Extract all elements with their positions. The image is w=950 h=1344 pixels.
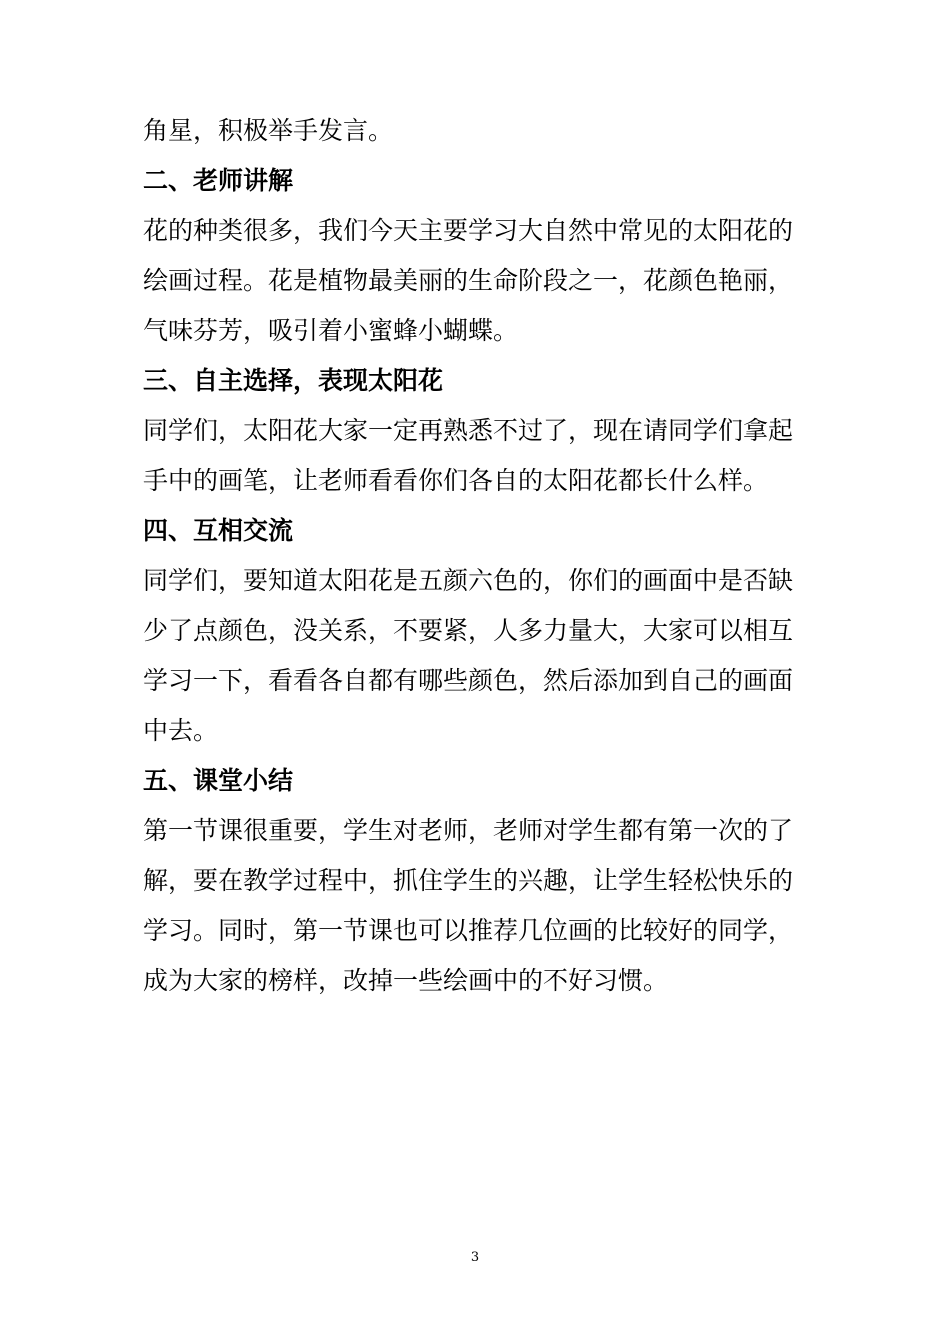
body-line: 气味芬芳，吸引着小蜜蜂小蝴蝶。 (143, 316, 519, 345)
body-line: 花的种类很多，我们今天主要学习大自然中常见的太阳花的 (143, 216, 794, 245)
body-line: 手中的画笔，让老师看看你们各自的太阳花都长什么样。 (143, 466, 769, 495)
body-line: 学习一下，看看各自都有哪些颜色，然后添加到自己的画面 (143, 666, 794, 695)
body-line: 绘画过程。花是植物最美丽的生命阶段之一，花颜色艳丽， (143, 266, 794, 295)
body-line: 中去。 (143, 716, 219, 745)
section-heading-mutual-exchange: 四、互相交流 (143, 516, 294, 545)
page-number: 3 (470, 1250, 480, 1265)
document-body (143, 106, 823, 1006)
section-heading-teacher-explanation: 二、老师讲解 (143, 166, 294, 195)
body-line: 少了点颜色，没关系，不要紧，人多力量大，大家可以相互 (143, 616, 794, 645)
body-line: 解，要在教学过程中，抓住学生的兴趣，让学生轻松快乐的 (143, 866, 794, 895)
body-line: 角星，积极举手发言。 (143, 116, 394, 145)
body-line: 同学们，要知道太阳花是五颜六色的，你们的画面中是否缺 (143, 566, 794, 595)
section-heading-class-summary: 五、课堂小结 (143, 766, 294, 795)
body-line: 成为大家的榜样，改掉一些绘画中的不好习惯。 (143, 966, 669, 995)
section-heading-self-selection: 三、自主选择，表现太阳花 (143, 366, 444, 395)
body-line: 第一节课很重要，学生对老师，老师对学生都有第一次的了 (143, 816, 794, 845)
body-line: 学习。同时，第一节课也可以推荐几位画的比较好的同学， (143, 916, 794, 945)
body-line: 同学们，太阳花大家一定再熟悉不过了，现在请同学们拿起 (143, 416, 794, 445)
